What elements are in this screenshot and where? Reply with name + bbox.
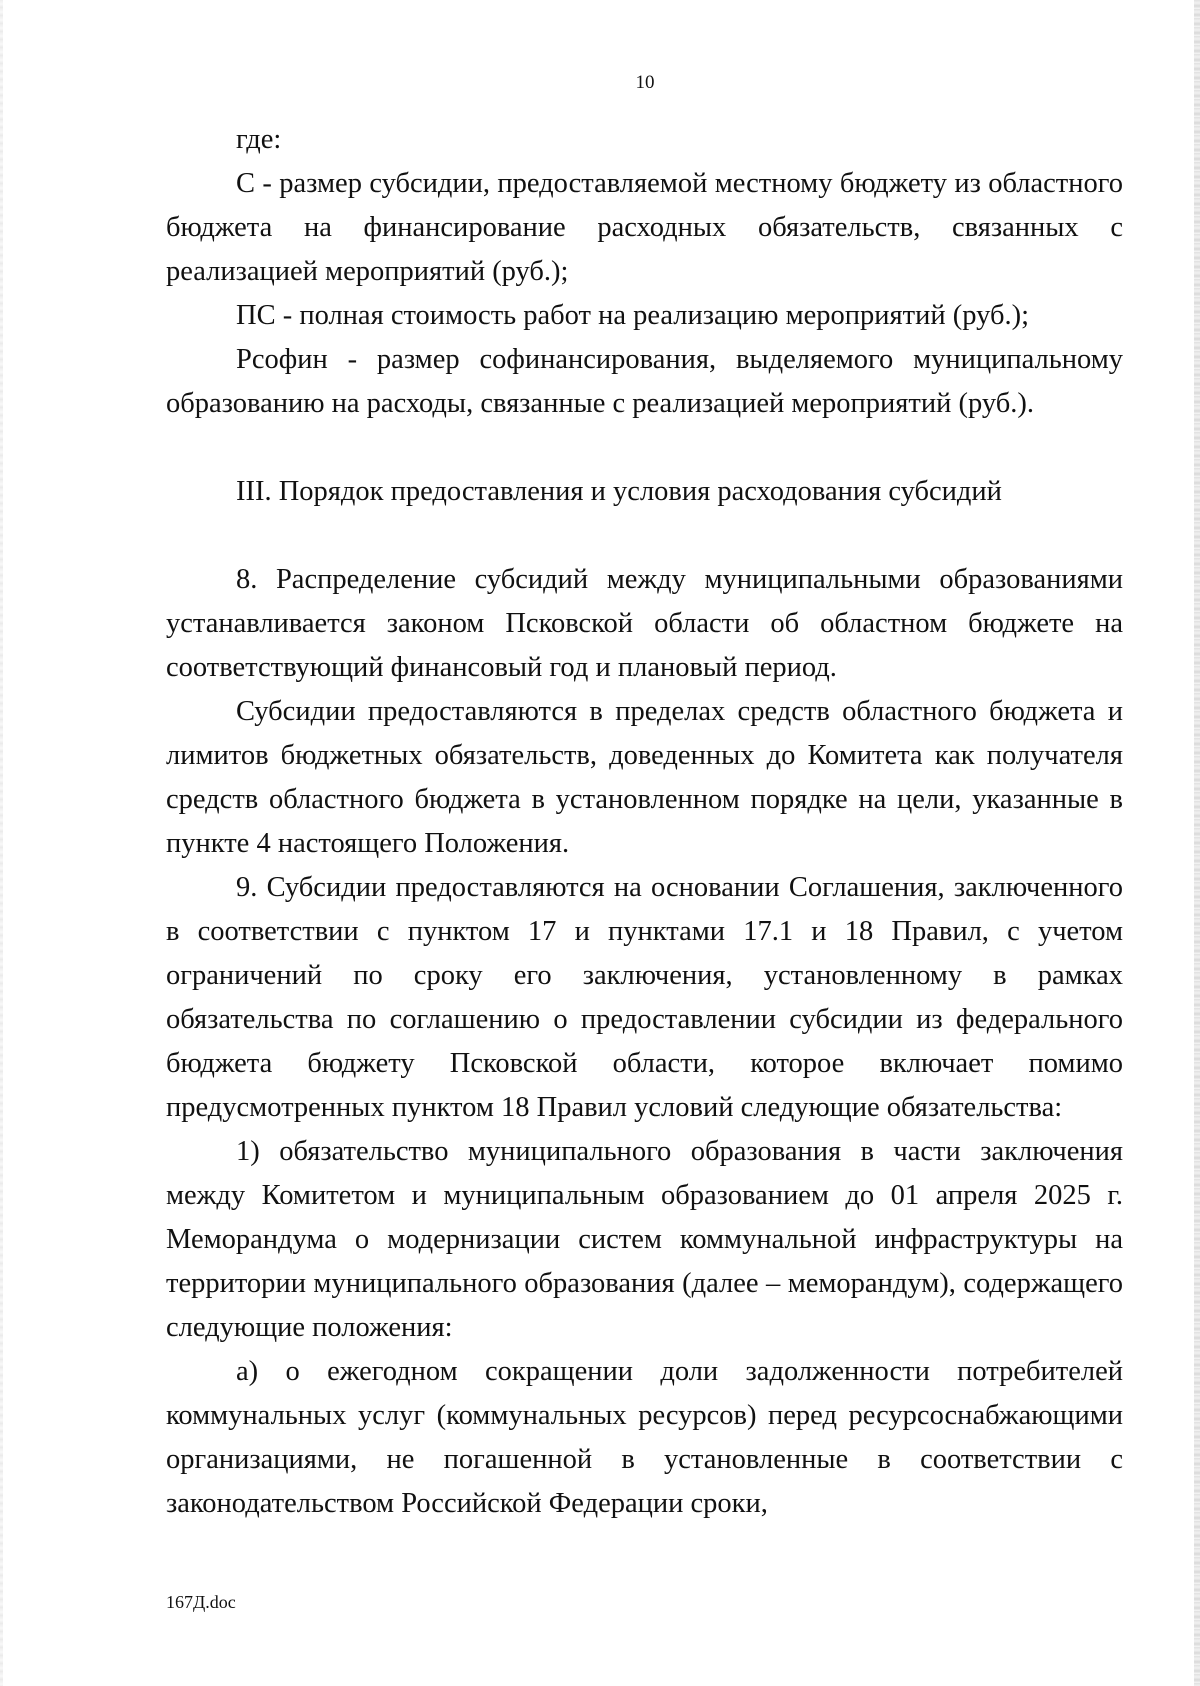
scan-edge-right (1194, 0, 1200, 1686)
paragraph-obligation-1: 1) обязательство муниципального образования в части заключения между Комитетом и муниципальным образованием до 01 апреля 2025 г. Меморандума о модернизации систем коммунальной инфраструктуры на территории муниципального образования (далее – меморандум), содержащего следующие положения: (166, 1136, 1123, 1343)
paragraph-definition-ps: ПС - полная стоимость работ на реализацию мероприятий (руб.); (236, 300, 1030, 331)
document-body (166, 118, 1123, 1526)
paragraph-item-8: 8. Распределение субсидий между муниципальными образованиями устанавливается законом Псковской области об областном бюджете на соответствующий финансовый год и плановый период. (166, 564, 1123, 683)
section-heading: III. Порядок предоставления и условия расходования субсидий (236, 476, 1002, 507)
page-number: 10 (635, 72, 655, 93)
paragraph-item-9: 9. Субсидии предоставляются на основании Соглашения, заключенного в соответствии с пунктом 17 и пунктами 17.1 и 18 Правил, с учетом ограничений по сроку его заключения, установленному в рамках обязательства по соглашению о предоставлении субсидии из федерального бюджета бюджету Псковской области, которое включает помимо предусмотренных пунктом 18 Правил условий следующие обязательства: (166, 872, 1123, 1123)
paragraph-where: где: (236, 124, 282, 155)
paragraph-subitem-a: а) о ежегодном сокращении доли задолженности потребителей коммунальных услуг (коммунальных ресурсов) перед ресурсоснабжающими организациями, не погашенной в установленные в соответствии с законодательством Российской Федерации сроки, (166, 1356, 1123, 1519)
paragraph-definition-c: С - размер субсидии, предоставляемой местному бюджету из областного бюджета на финансирование расходных обязательств, связанных с реализацией мероприятий (руб.); (166, 168, 1123, 287)
scan-edge-left (0, 0, 3, 1686)
paragraph-definition-rsofin: Рсофин - размер софинансирования, выделяемого муниципальному образованию на расходы, связанные с реализацией мероприятий (руб.). (166, 344, 1123, 419)
paragraph-subsidies-limits: Субсидии предоставляются в пределах средств областного бюджета и лимитов бюджетных обязательств, доведенных до Комитета как получателя средств областного бюджета в установленном порядке на цели, указанные в пункте 4 настоящего Положения. (166, 696, 1123, 859)
footer-filename: 167Д.doc (166, 1592, 236, 1612)
